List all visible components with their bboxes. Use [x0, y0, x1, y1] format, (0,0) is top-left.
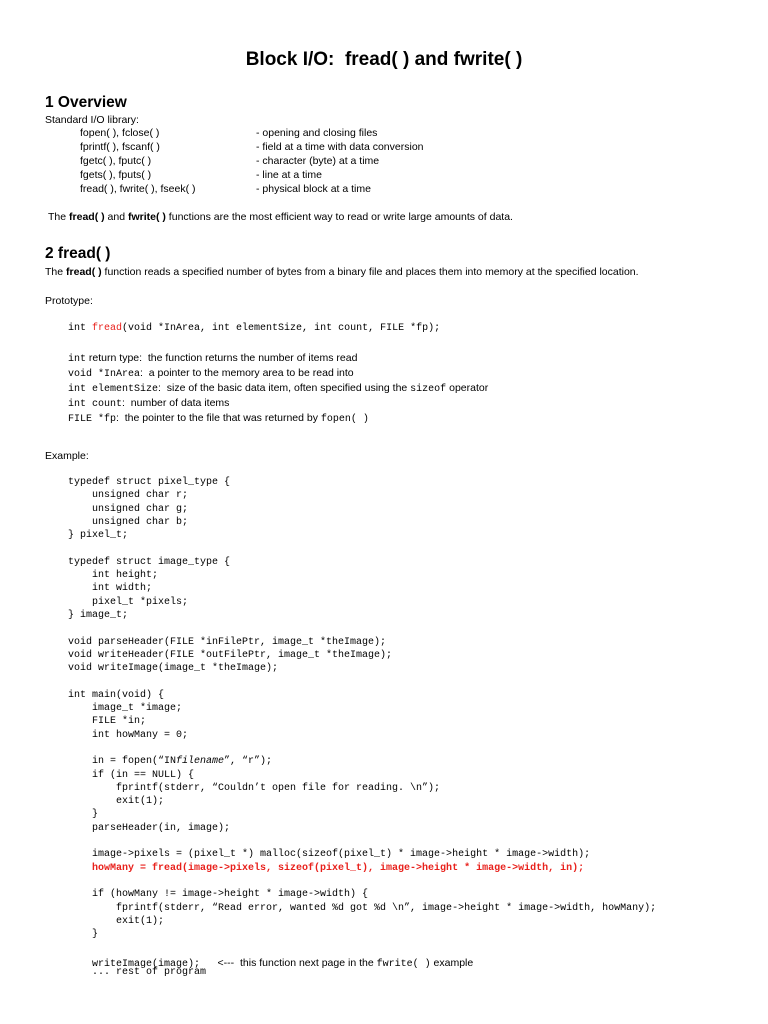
summary-text: functions are the most efficient way to read or write large amounts of data. [165, 211, 513, 223]
summary-fwrite: fwrite( ) [127, 211, 166, 223]
parameter-text: operator [446, 382, 489, 394]
desc-fread: fread( ) [66, 266, 102, 278]
code-line: unsigned char r; [68, 490, 189, 502]
parameter-code: void *InArea [68, 369, 141, 380]
desc-text: The [45, 266, 67, 278]
parameter-text: return type: the function returns the number of items read [86, 352, 358, 364]
code-line [68, 742, 656, 755]
code-line: if (howMany != image->height * image->width) { [68, 889, 369, 901]
summary-fread: fread( ) [69, 211, 105, 223]
code-line: void writeImage(image_t *theImage); [68, 663, 279, 675]
parameter-code: FILE *fp [68, 414, 117, 425]
arrow-note-tail: example [430, 957, 474, 969]
library-function: fopen( ), fclose( ) [80, 127, 160, 139]
code-line: if (in == NULL) { [68, 769, 195, 781]
code-line: exit(1); [68, 915, 165, 927]
fread-description [45, 266, 639, 279]
code-line [68, 675, 656, 688]
code-line: typedef struct pixel_type { [68, 477, 231, 488]
parameter-text: : size of the basic data item, often specified using the [158, 382, 411, 394]
library-function: fgets( ), fputs( ) [80, 169, 152, 181]
fwrite-ref: fwrite( ) [376, 959, 431, 970]
parameter-code: sizeof [410, 384, 447, 395]
code-line: in = fopen(“INfilename”, “r”); [68, 756, 273, 768]
code-line: } pixel_t; [68, 530, 129, 542]
example-code-block [68, 476, 656, 955]
code-line: } image_t; [68, 609, 129, 621]
code-line: FILE *in; [68, 716, 147, 728]
library-description: - field at a time with data conversion [256, 141, 424, 153]
code-line: typedef struct image_type { [68, 556, 231, 568]
prototype-label: Prototype: [45, 295, 93, 307]
arrow-note: <--- this function next page in the [217, 957, 377, 969]
parameter-text: : the pointer to the file that was returned by [116, 412, 321, 424]
code-line: int howMany = 0; [68, 729, 189, 741]
library-description: - line at a time [256, 169, 322, 181]
summary-text: The [48, 211, 70, 223]
parameter-code: int elementSize [68, 384, 159, 395]
code-line: image_t *image; [68, 703, 183, 715]
code-line: unsigned char g; [68, 503, 189, 515]
prototype-function-name: fread [92, 323, 123, 334]
section-2-heading: 2 fread( ) [45, 245, 111, 262]
parameter-item [68, 408, 369, 426]
library-function: fprintf( ), fscanf( ) [80, 141, 160, 153]
parameter-text: : a pointer to the memory area to be read into [140, 367, 354, 379]
example-label: Example: [45, 450, 89, 462]
library-function: fgetc( ), fputc( ) [80, 155, 152, 167]
code-line: parseHeader(in, image); [68, 822, 231, 834]
code-line [68, 542, 656, 555]
code-line: } [68, 809, 99, 821]
library-description: - opening and closing files [256, 127, 378, 139]
code-line: void writeHeader(FILE *outFilePtr, image_t *theImage); [68, 649, 393, 661]
parameter-code: fopen( ) [320, 414, 369, 425]
code-line: pixel_t *pixels; [68, 596, 189, 608]
prototype-code [68, 322, 440, 335]
library-description: - character (byte) at a time [256, 155, 380, 167]
library-description: - physical block at a time [256, 183, 371, 195]
code-line: howMany = fread(image->pixels, sizeof(pixel_t), image->height * image->width, in); [68, 862, 585, 874]
library-function: fread( ), fwrite( ), fseek( ) [80, 183, 196, 195]
code-line [68, 875, 656, 888]
library-intro: Standard I/O library: [45, 114, 139, 126]
code-line: unsigned char b; [68, 516, 189, 528]
code-line: exit(1); [68, 796, 165, 808]
prototype-return-type: int [68, 323, 93, 334]
parameter-code: int count [68, 399, 123, 410]
section-1-heading: 1 Overview [45, 94, 127, 111]
code-line: fprintf(stderr, “Couldn’t open file for reading. \n”); [68, 782, 441, 794]
desc-text: function reads a specified number of bytes from a binary file and places them into memory at the specified location. [101, 266, 639, 278]
parameter-code: int [68, 354, 87, 365]
document-title: Block I/O: fread( ) and fwrite( ) [245, 49, 523, 70]
code-line: image->pixels = (pixel_t *) malloc(sizeof(pixel_t) * image->height * image->width); [68, 849, 591, 861]
code-line: int height; [68, 570, 159, 582]
code-line: } [68, 929, 99, 941]
code-line: void parseHeader(FILE *inFilePtr, image_t *theImage); [68, 636, 387, 648]
code-line [68, 622, 656, 635]
prototype-params: (void *InArea, int elementSize, int count, FILE *fp); [122, 323, 441, 334]
code-line: fprintf(stderr, “Read error, wanted %d got %d \n”, image->height * image->width, howMany); [68, 902, 657, 914]
code-line: int main(void) { [68, 689, 165, 701]
rest-of-program: ... rest of program [68, 967, 207, 978]
overview-summary [48, 211, 513, 224]
summary-text: and [104, 211, 128, 223]
code-line [68, 835, 656, 848]
code-line: int width; [68, 583, 153, 595]
write-image-call: writeImage(image); [68, 959, 201, 970]
parameter-text: : number of data items [122, 397, 230, 409]
